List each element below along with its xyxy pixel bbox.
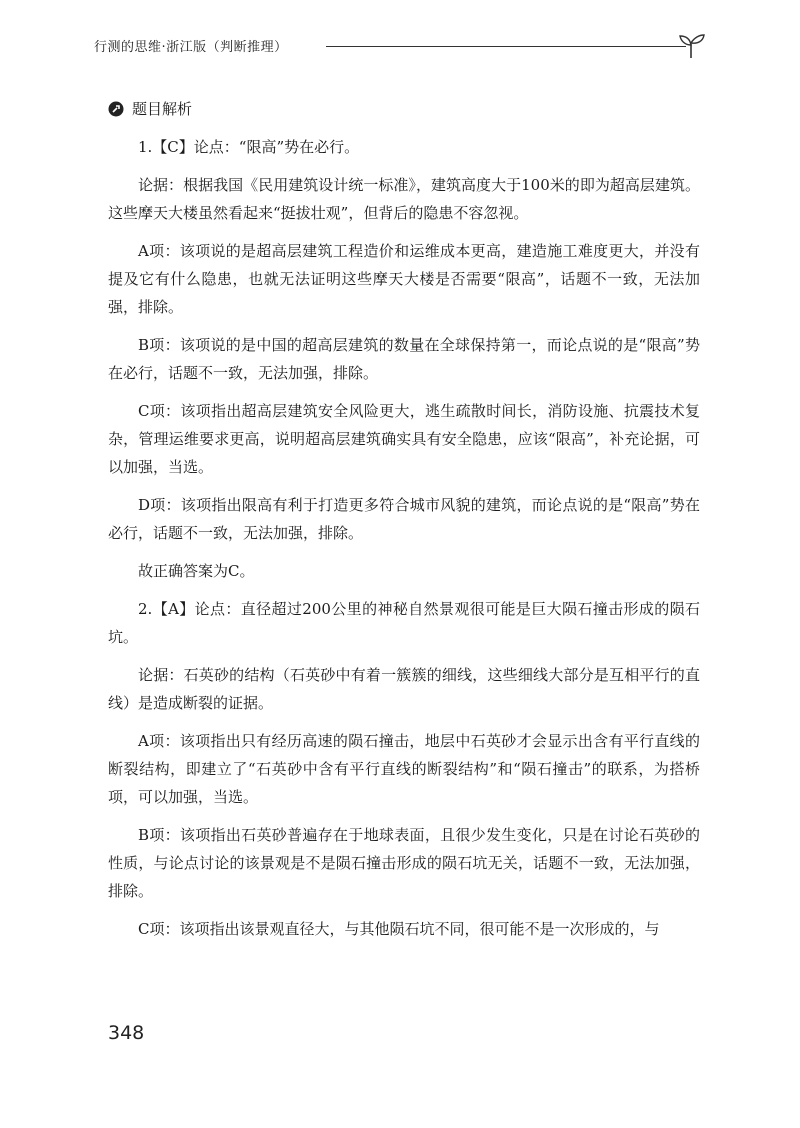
paragraph-q1-option-a: A项：该项说的是超高层建筑工程造价和运维成本更高，建造施工难度更大，并没有提及它有什么隐患，也就无法证明这些摩天大楼是否需要“限高”，话题不一致，无法加强，排除。	[108, 242, 700, 316]
paragraph-q1-evidence: 论据：根据我国《民用建筑设计统一标准》，建筑高度大于100米的即为超高层建筑。这些摩天大楼虽然看起来“挺拔壮观”，但背后的隐患不容忽视。	[108, 176, 700, 222]
analysis-badge-icon	[108, 101, 124, 117]
sprout-icon	[676, 30, 706, 60]
paragraph-q2-option-a: A项：该项指出只有经历高速的陨石撞击，地层中石英砂才会显示出含有平行直线的断裂结构，即建立了“石英砂中含有平行直线的断裂结构”和“陨石撞击”的联系，为搭桥项，可以加强，当选。	[108, 732, 700, 806]
page-number: 348	[108, 1022, 145, 1044]
header-rule	[326, 46, 686, 47]
section-heading	[108, 95, 700, 123]
paragraph-q1-option-b: B项：该项说的是中国的超高层建筑的数量在全球保持第一，而论点说的是“限高”势在必行，话题不一致，无法加强，排除。	[108, 336, 700, 382]
paragraph-q1-answer: 故正确答案为C。	[138, 562, 255, 580]
book-title: 行测的思维·浙江版（判断推理）	[94, 40, 288, 55]
paragraph-q1-option-d: D项：该项指出限高有利于打造更多符合城市风貌的建筑，而论点说的是“限高”势在必行，话题不一致，无法加强，排除。	[108, 496, 700, 542]
paragraph-q1-option-c: C项：该项指出超高层建筑安全风险更大，逃生疏散时间长，消防设施、抗震技术复杂，管理运维要求更高，说明超高层建筑确实具有安全隐患，应该“限高”，补充论据，可以加强，当选。	[108, 402, 700, 476]
paragraph-q2-option-b: B项：该项指出石英砂普遍存在于地球表面，且很少发生变化，只是在讨论石英砂的性质，与论点讨论的该景观是不是陨石撞击形成的陨石坑无关，话题不一致，无法加强，排除。	[108, 826, 700, 900]
section-title: 题目解析	[132, 100, 193, 118]
page-content	[108, 95, 700, 953]
paragraph-q2-evidence: 论据：石英砂的结构（石英砂中有着一簇簇的细线，这些细线大部分是互相平行的直线）是造成断裂的证据。	[108, 666, 700, 712]
paragraph-q1-thesis: 1.【C】论点：“限高”势在必行。	[138, 138, 360, 156]
running-header	[94, 30, 706, 66]
paragraph-q2-option-c: C项：该项指出该景观直径大，与其他陨石坑不同，很可能不是一次形成的，与	[138, 920, 660, 938]
paragraph-q2-thesis: 2.【A】论点：直径超过200公里的神秘自然景观很可能是巨大陨石撞击形成的陨石坑。	[108, 600, 700, 646]
